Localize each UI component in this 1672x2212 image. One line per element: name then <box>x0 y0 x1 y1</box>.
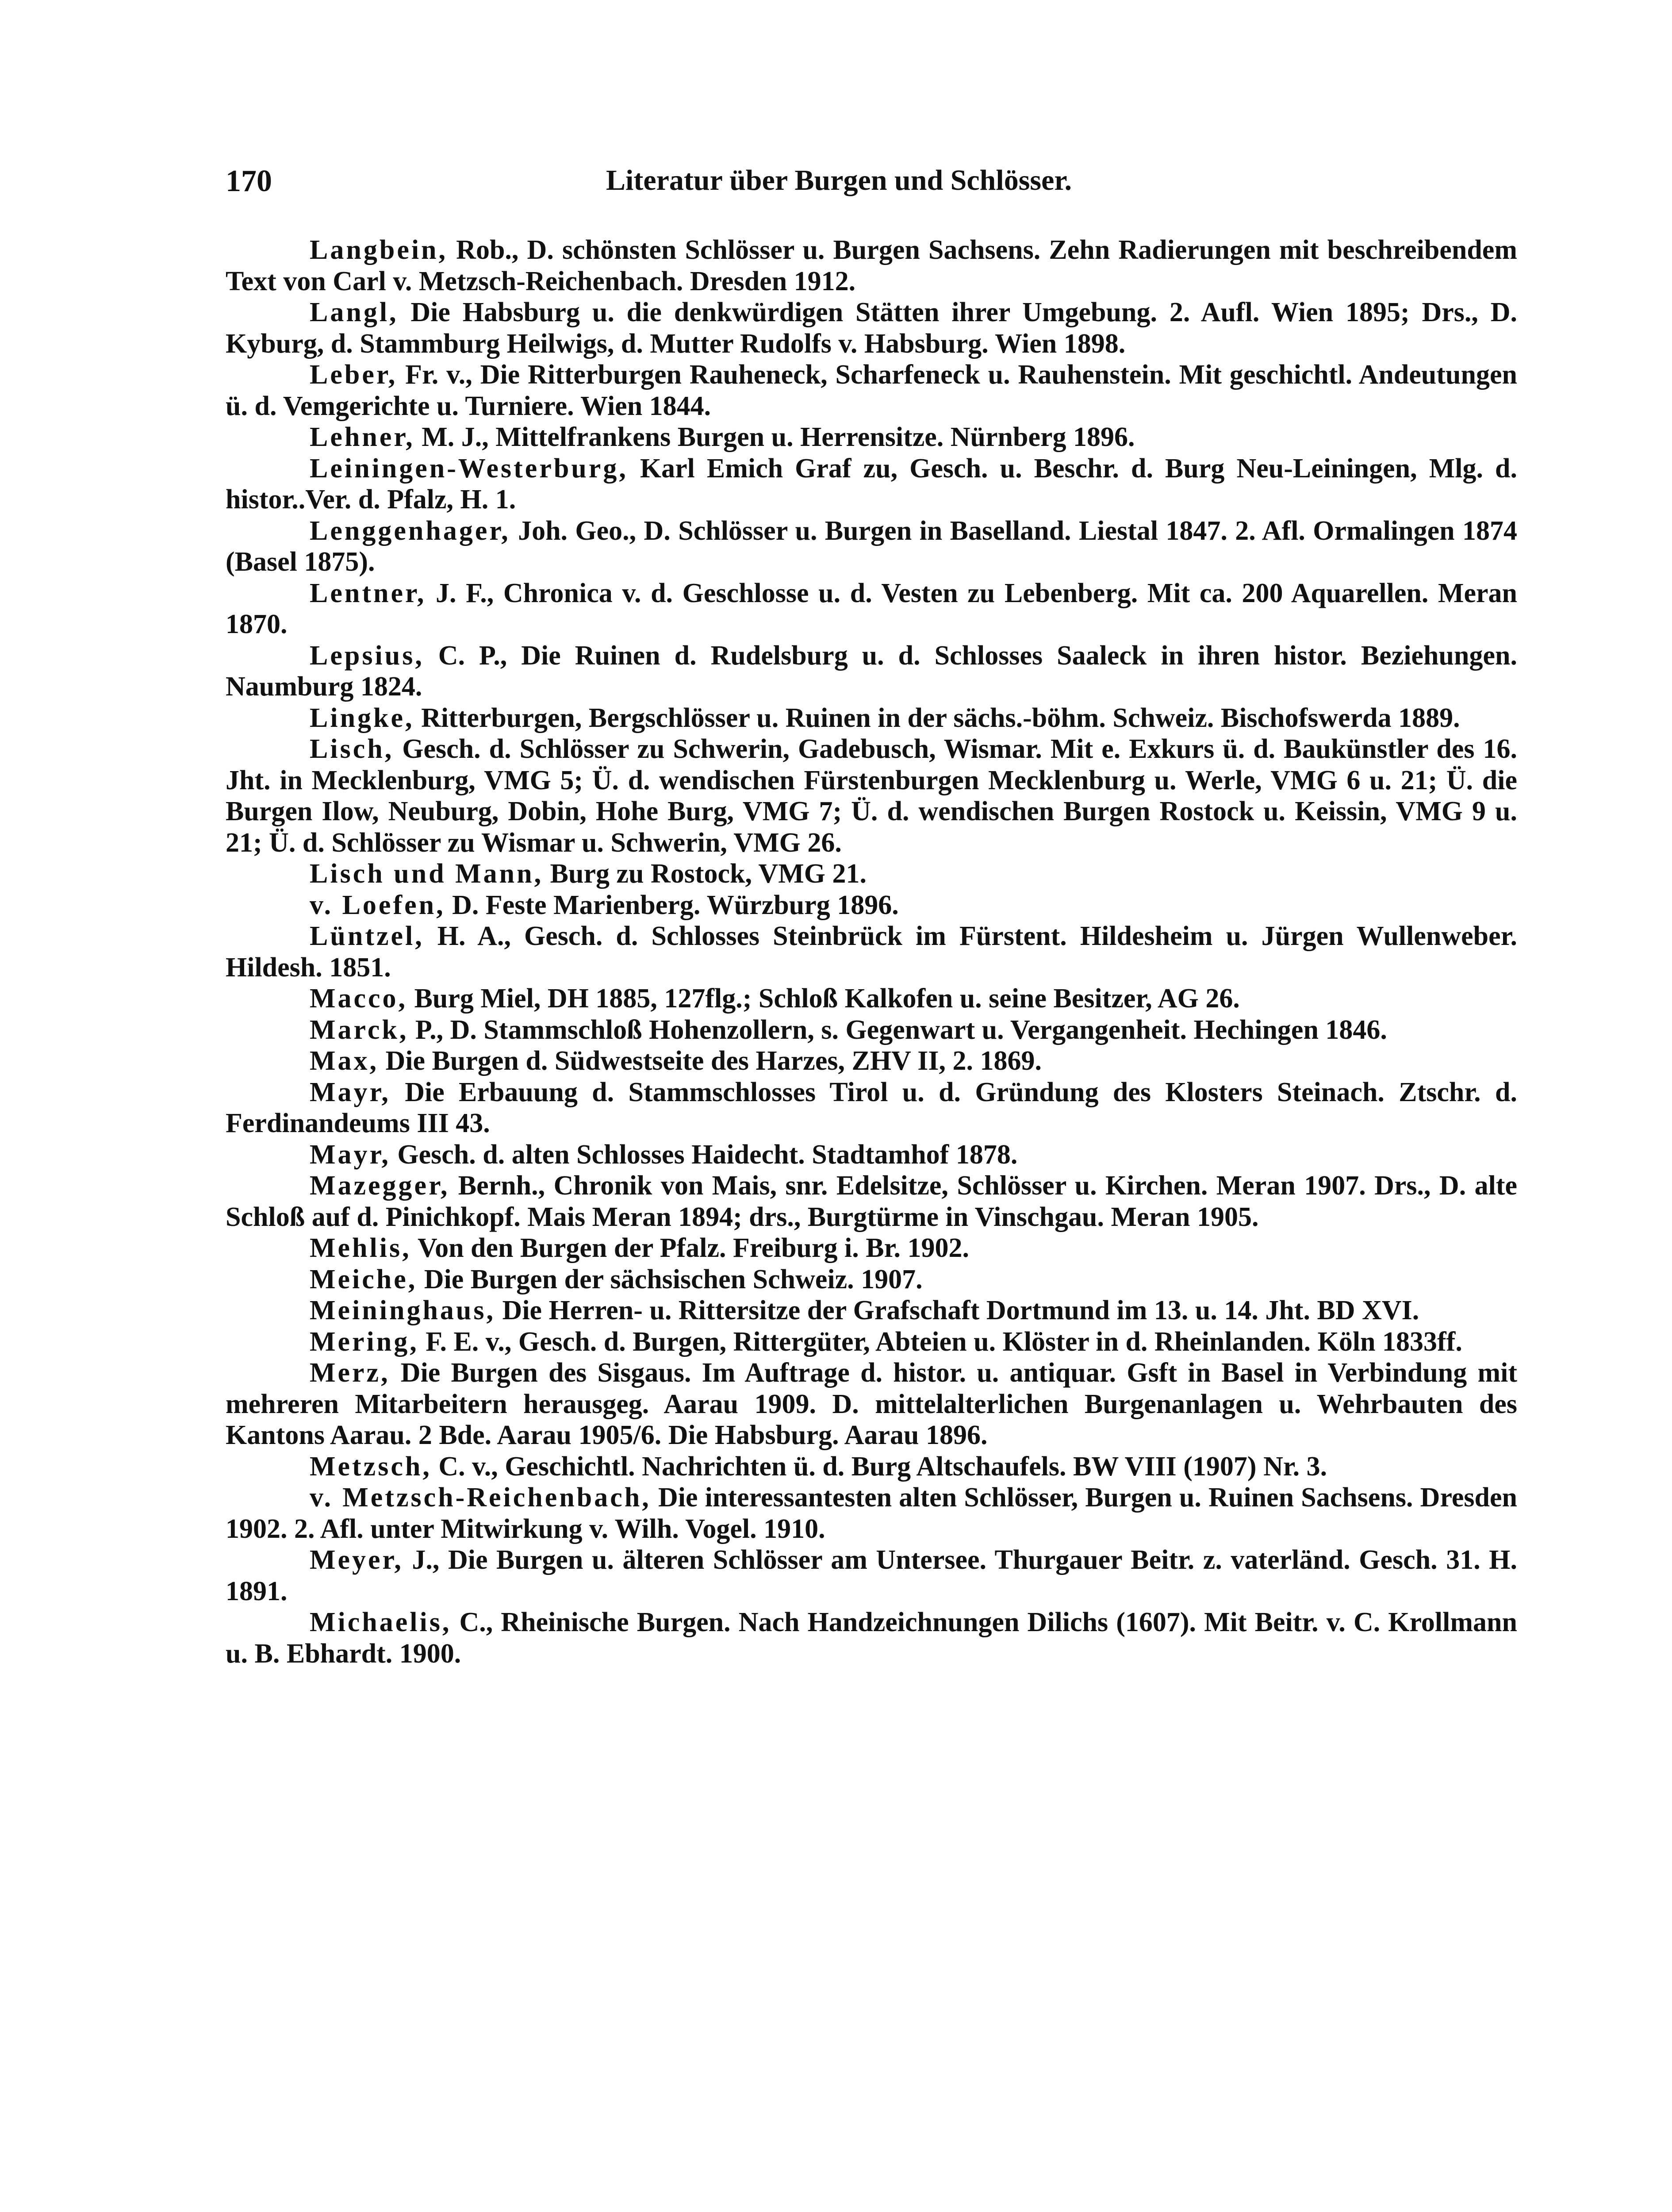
bibliography-entry <box>226 297 1517 359</box>
entry-text: D. Feste Marienberg. Würzburg 1896. <box>445 890 899 920</box>
entry-author: Mehlis, <box>310 1233 411 1263</box>
entry-author: Lisch und Mann, <box>310 859 544 889</box>
entry-text: Bernh., Chronik von Mais, snr. Edelsitze, Schlösser u. Kirchen. Meran 1907. Drs., D. alte Schloß auf d. Pinichkopf. Mais Meran 1894; drs., Burgtürme in Vinschgau. Meran 1905. <box>226 1171 1517 1232</box>
entry-text: Rob., D. schönsten Schlösser u. Burgen Sachsens. Zehn Radierungen mit beschreibendem Text von Carl v. Metzsch-Reichenbach. Dresden 1912. <box>226 235 1517 296</box>
entry-text: Gesch. d. alten Schlosses Haidecht. Stadtamhof 1878. <box>390 1139 1018 1170</box>
entry-author: Leiningen-Westerburg, <box>310 453 628 484</box>
bibliography-entry <box>226 234 1517 297</box>
bibliography-entry <box>226 1045 1517 1077</box>
bibliography-entry <box>226 983 1517 1014</box>
entry-author: v. Metzsch-Reichenbach, <box>310 1482 651 1513</box>
page-number: 170 <box>226 164 272 198</box>
bibliography-entry <box>226 1295 1517 1326</box>
entry-author: Mayr, <box>310 1077 391 1107</box>
book-page <box>226 164 1517 1669</box>
entry-author: Langl, <box>310 297 399 327</box>
entry-author: Meininghaus, <box>310 1295 496 1325</box>
bibliography-entry <box>226 422 1517 453</box>
entry-text: Von den Burgen der Pfalz. Freiburg i. Br. 1902. <box>411 1233 969 1263</box>
entry-text: Joh. Geo., D. Schlösser u. Burgen in Baselland. Liestal 1847. 2. Afl. Ormalingen 1874 (Basel 1875). <box>226 515 1517 577</box>
bibliography-entry <box>226 1482 1517 1544</box>
entry-author: Lehner, <box>310 422 415 452</box>
entry-text: Burg Miel, DH 1885, 127flg.; Schloß Kalkofen u. seine Besitzer, AG 26. <box>407 983 1240 1014</box>
bibliography-entry <box>226 1233 1517 1264</box>
bibliography-entry <box>226 1077 1517 1139</box>
entry-text: C. v., Geschichtl. Nachrichten ü. d. Burg Altschaufels. BW VIII (1907) Nr. 3. <box>431 1451 1327 1482</box>
entry-text: M. J., Mittelfrankens Burgen u. Herrensitze. Nürnberg 1896. <box>414 422 1135 452</box>
entry-text: Die interessantesten alten Schlösser, Burgen u. Ruinen Sachsens. Dresden 1902. 2. Afl. unter Mitwirkung v. Wilh. Vogel. 1910. <box>226 1482 1517 1544</box>
bibliography-entry <box>226 359 1517 422</box>
entry-author: Meiche, <box>310 1264 418 1294</box>
entry-author: Meyer, <box>310 1545 403 1575</box>
bibliography-entry <box>226 1607 1517 1669</box>
bibliography-entry <box>226 733 1517 858</box>
entry-author: Leber, <box>310 360 398 390</box>
bibliography-list <box>226 234 1517 1669</box>
running-head: Literatur über Burgen und Schlösser. <box>606 164 1072 196</box>
entry-text: Burg zu Rostock, VMG 21. <box>543 859 867 889</box>
entry-text: Gesch. d. Schlösser zu Schwerin, Gadebusch, Wismar. Mit e. Exkurs ü. d. Baukünstler des 16. Jht. in Mecklenburg, VMG 5; Ü. d. wendischen Fürstenburgen Mecklenburg u. Werle, VMG 6 u. 21; Ü. die Burgen Ilow, Neuburg, Dobin, Hohe Burg, VMG 7; Ü. d. wendischen Burgen Rostock u. Keissin, VMG 9 u. 21; Ü. d. Schlösser zu Wismar u. Schwerin, VMG 26. <box>226 734 1517 858</box>
entry-text: C., Rheinische Burgen. Nach Handzeichnungen Dilichs (1607). Mit Beitr. v. C. Krollmann u. B. Ebhardt. 1900. <box>226 1607 1517 1669</box>
bibliography-entry <box>226 703 1517 734</box>
bibliography-entry <box>226 921 1517 983</box>
entry-author: Mayr, <box>310 1139 391 1170</box>
entry-author: Michaelis, <box>310 1607 452 1637</box>
bibliography-entry <box>226 1451 1517 1482</box>
page-header <box>226 164 1517 217</box>
bibliography-entry <box>226 578 1517 640</box>
entry-text: H. A., Gesch. d. Schlosses Steinbrück im Fürstent. Hildesheim u. Jürgen Wullenweber. Hildesh. 1851. <box>226 921 1517 983</box>
bibliography-entry <box>226 890 1517 921</box>
entry-text: P., D. Stammschloß Hohenzollern, s. Gegenwart u. Vergangenheit. Hechingen 1846. <box>408 1014 1387 1045</box>
entry-author: Macco, <box>310 983 408 1014</box>
entry-author: Mering, <box>310 1326 419 1357</box>
entry-author: Mazegger, <box>310 1171 450 1201</box>
bibliography-entry <box>226 640 1517 703</box>
entry-author: Lenggenhager, <box>310 515 510 546</box>
bibliography-entry <box>226 1357 1517 1451</box>
bibliography-entry <box>226 515 1517 578</box>
bibliography-entry <box>226 453 1517 515</box>
bibliography-entry <box>226 858 1517 890</box>
entry-text: Ritterburgen, Bergschlösser u. Ruinen in der sächs.-böhm. Schweiz. Bischofswerda 1889. <box>414 703 1460 733</box>
entry-text: Die Erbauung d. Stammschlosses Tirol u. d. Gründung des Klosters Steinach. Ztschr. d. Ferdinandeums III 43. <box>226 1077 1517 1138</box>
bibliography-entry <box>226 1326 1517 1358</box>
bibliography-entry <box>226 1170 1517 1233</box>
entry-author: Lisch, <box>310 734 394 764</box>
entry-author: Lepsius, <box>310 640 424 671</box>
entry-text: J. F., Chronica v. d. Geschlosse u. d. Vesten zu Lebenberg. Mit ca. 200 Aquarellen. Meran 1870. <box>226 578 1517 639</box>
entry-author: Lüntzel, <box>310 921 424 951</box>
entry-author: Langbein, <box>310 235 448 265</box>
entry-author: Lingke, <box>310 703 414 733</box>
entry-text: C. P., Die Ruinen d. Rudelsburg u. d. Schlosses Saaleck in ihren histor. Beziehungen. Naumburg 1824. <box>226 640 1517 702</box>
entry-text: Die Herren- u. Rittersitze der Grafschaft Dortmund im 13. u. 14. Jht. BD XVI. <box>495 1295 1419 1325</box>
bibliography-entry <box>226 1014 1517 1046</box>
bibliography-entry <box>226 1139 1517 1171</box>
entry-author: Max, <box>310 1046 379 1076</box>
entry-text: Die Burgen des Sisgaus. Im Auftrage d. histor. u. antiquar. Gsft in Basel in Verbindung mit mehreren Mitarbeitern herausgeg. Aarau 1909. D. mittelalterlichen Burgenanlagen u. Wehrbauten des Kantons Aarau. 2 Bde. Aarau 1905/6. Die Habsburg. Aarau 1896. <box>226 1358 1517 1450</box>
entry-author: Merz, <box>310 1358 390 1388</box>
bibliography-entry <box>226 1544 1517 1607</box>
entry-text: Karl Emich Graf zu, Gesch. u. Beschr. d. Burg Neu-Leiningen, Mlg. d. histor..Ver. d. Pfalz, H. 1. <box>226 453 1517 515</box>
entry-author: Metzsch, <box>310 1451 432 1482</box>
entry-text: F. E. v., Gesch. d. Burgen, Rittergüter, Abteien u. Klöster in d. Rheinlanden. Köln 1833ff. <box>418 1326 1462 1357</box>
entry-text: Die Burgen der sächsischen Schweiz. 1907. <box>417 1264 923 1294</box>
entry-text: Die Burgen d. Südwestseite des Harzes, ZHV II, 2. 1869. <box>379 1046 1042 1076</box>
entry-text: Die Habsburg u. die denkwürdigen Stätten ihrer Umgebung. 2. Aufl. Wien 1895; Drs., D. Kyburg, d. Stammburg Heilwigs, d. Mutter Rudolfs v. Habsburg. Wien 1898. <box>226 297 1517 359</box>
entry-author: v. Loefen, <box>310 890 445 920</box>
entry-text: J., Die Burgen u. älteren Schlösser am Untersee. Thurgauer Beitr. z. vaterländ. Gesch. 31. H. 1891. <box>226 1545 1517 1606</box>
bibliography-entry <box>226 1264 1517 1295</box>
entry-text: Fr. v., Die Ritterburgen Rauheneck, Scharfeneck u. Rauhenstein. Mit geschichtl. Andeutungen ü. d. Vemgerichte u. Turniere. Wien 1844. <box>226 360 1517 421</box>
entry-author: Lentner, <box>310 578 426 608</box>
entry-author: Marck, <box>310 1014 409 1045</box>
